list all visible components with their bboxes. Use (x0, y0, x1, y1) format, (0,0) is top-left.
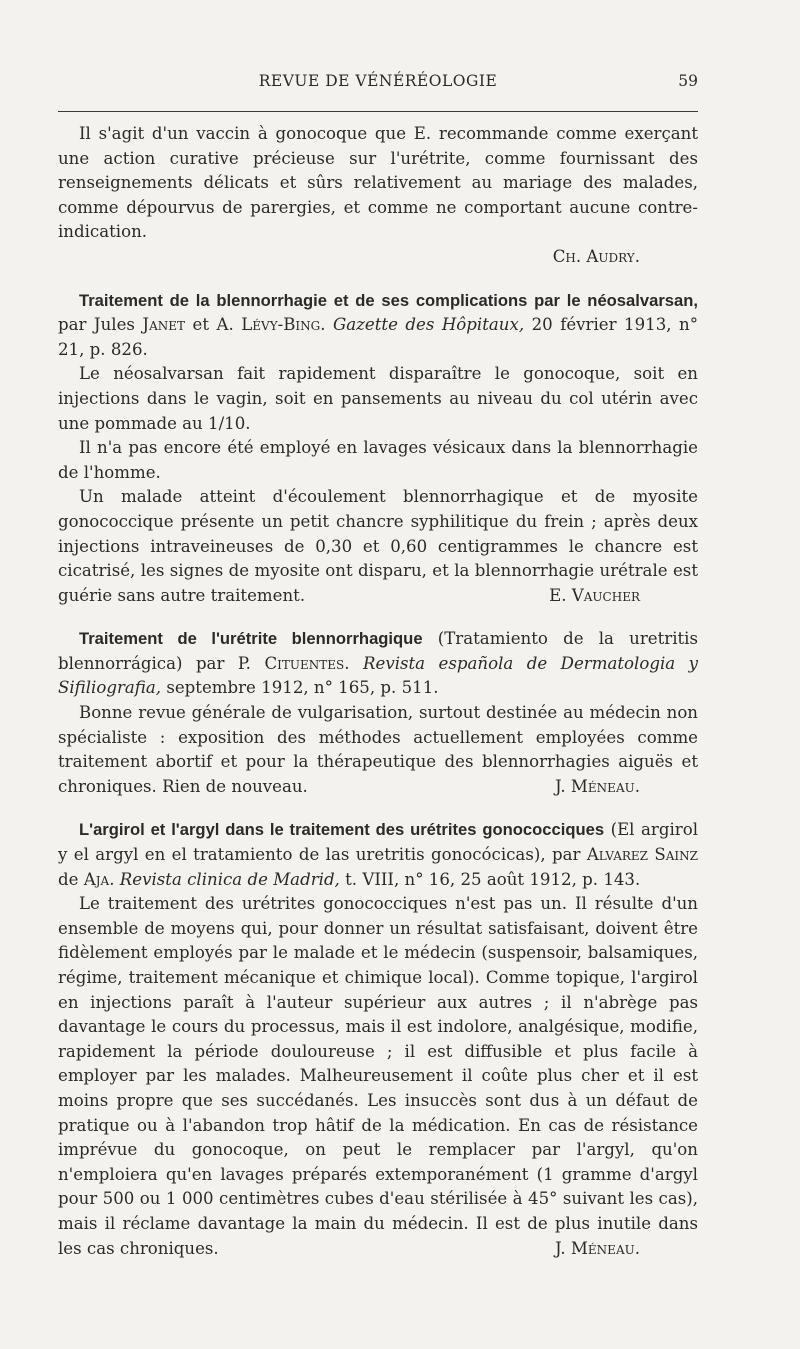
article-heading: Traitement de l'urétrite blennorrhagique (79, 629, 423, 649)
article-argirol (58, 818, 698, 1261)
paragraph-text: Bonne revue générale de vulgarisation, surtout destinée au médecin non spécialiste : exposition des méthodes actuellement employées comme traitement abortif et pour la thérapeutique des blennorrhagies aiguës et chroniques. Rien de nouveau. (58, 703, 698, 796)
running-title: REVUE DE VÉNÉRÉOLOGIE (258, 72, 498, 90)
citation-details: 20 février 1913, n° 21, p. 826. (58, 315, 699, 359)
paragraph: Il n'a pas encore été employé en lavages vésicaux dans la blennorrhagie de l'homme. (58, 438, 698, 482)
paragraph-text: Un malade atteint d'écoulement blennorrhagique et de myosite gonococcique présente un petit chancre syphilitique du frein ; après deux injections intraveineuses de 0,30 et 0,60 centigrammes le chancre est cicatrisé, les signes de myosite ont disparu, et la blennorrhagie urétrale est guérie sans autre traitement. (58, 487, 698, 605)
page-header (58, 72, 698, 96)
page-body (58, 122, 698, 1261)
article-uretrite (58, 627, 698, 799)
article-heading: Traitement de la blennorrhagie et de ses complications par le néosalvarsan, (79, 290, 698, 310)
intro-review (58, 122, 698, 270)
author-alvarez-sainz: Alvarez Sainz (586, 845, 699, 865)
article-citation (58, 289, 698, 363)
paragraph: Le néosalvarsan fait rapidement disparaître le gonocoque, soit en injections dans le vagin, soit en pansements au niveau du col utérin avec une pommade au 1/10. (58, 364, 698, 433)
author-levy-bing: Lévy-Bing. (241, 315, 326, 335)
journal-title: Revista española de Dermatologia y Sifiliografia, (58, 653, 698, 698)
article-heading: L'argirol et l'argyl dans le traitement des urétrites gonococciques (79, 820, 605, 840)
signature-meneau: J. Méneau. (555, 1238, 640, 1258)
author-aja: Aja. (83, 869, 115, 889)
article-neosalvarsan (58, 289, 698, 609)
article-subtitle: (El argirol y el argyl en el tratamiento de las uretritis gonocócicas), par (58, 820, 698, 865)
article-citation (58, 627, 698, 701)
byline-de: de (58, 869, 79, 889)
citation-details: septembre 1912, n° 165, p. 511. (166, 678, 439, 698)
paragraph (58, 485, 698, 608)
signature-meneau: J. Méneau. (555, 776, 640, 796)
author-janet: Janet (142, 315, 186, 335)
journal-title: Revista clinica de Madrid, (119, 869, 340, 889)
citation-details: t. VIII, n° 16, 25 août 1912, p. 143. (345, 869, 641, 889)
paragraph-text: Le traitement des urétrites gonococciques n'est pas un. Il résulte d'un ensemble de moyens qui, pour donner un résultat satisfaisant, doivent être fidèlement employés par le malade et le médecin (suspensoir, balsamiques, régime, traitement mécanique et chimique local). Comme topique, l'argirol en injections paraît à l'auteur supérieur aux autres ; il n'abrège pas davantage le cours du processus, mais il est indolore, analgésique, modifie, rapidement la période douloureuse ; il est diffusible et plus facile à employer par les malades. Malheureusement il coûte plus cher et il est moins propre que ses succédanés. Les insuccès sont dus à un défaut de pratique ou à l'abandon trop hâtif de la médication. En cas de résistance imprévue du gonocoque, on peut le remplacer par l'argyl, qu'on n'emploiera qu'en lavages préparés extemporanément (1 gramme d'argyl pour 500 ou 1 000 centimètres cubes d'eau stérilisée à 45° suivant les cas), mais il réclame davantage la main du médecin. Il est de plus inutile dans les cas chroniques. (58, 894, 698, 1258)
author-cituentes: Cituentes. (264, 653, 350, 673)
byline-and: et A. (192, 315, 234, 335)
paragraph (58, 701, 698, 799)
signature-audry: Ch. Audry. (552, 246, 640, 266)
journal-title: Gazette des Hôpitaux, (333, 315, 525, 335)
intro-paragraph: Il s'agit d'un vaccin à gonocoque que E. recommande comme exerçant une action curative précieuse sur l'urétrite, comme fournissant des renseignements délicats et sûrs relativement au mariage des malades, comme dépourvus de parergies, et comme ne comportant aucune contre-indication. (58, 124, 698, 242)
article-citation (58, 818, 698, 892)
paragraph (58, 892, 698, 1261)
article-subtitle: (Tratamiento de la uretritis blennorrágica) par P. (58, 629, 698, 673)
signature-vaucher: E. Vaucher (549, 585, 640, 605)
header-rule (58, 111, 698, 112)
page-number: 59 (678, 72, 698, 90)
byline-prefix: par Jules (58, 315, 135, 335)
